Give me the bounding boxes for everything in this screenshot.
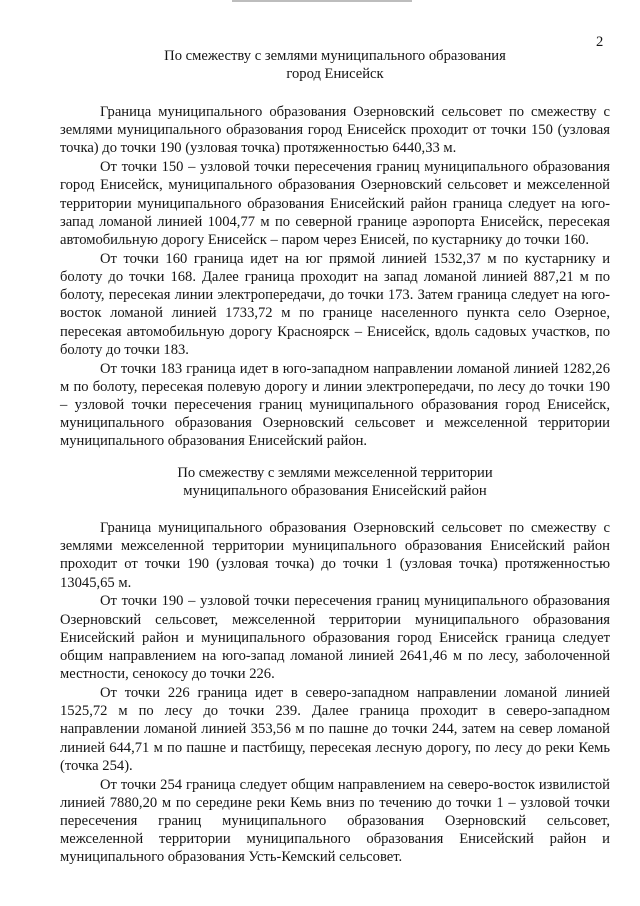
section1-paragraph: От точки 183 граница идет в юго-западном направлении ломаной линией 1282,26 м по болоту, пересекая полевую дорогу и линии электропередачи, по лесу до точки 190 – узловой точки пересечения границ муниципального образования город Енисейск, муниципального образования Озерновский сельсовет и межселенной территории муниципального образования Енисейский район. <box>60 360 610 450</box>
section1-paragraph: От точки 160 граница идет на юг прямой линией 1532,37 м по кустарнику и болоту до точки 168. Далее граница проходит на запад ломаной линией 887,21 м по болоту, пересекая линии электропередачи, до точки 173. Затем граница следует на юго-восток ломаной линией 1733,72 м по границе населенного пункта село Озерное, пересекая автомобильную дорогу Красноярск – Енисейск, вдоль садовых участков, по болоту до точки 183. <box>60 250 610 358</box>
section2-paragraph: От точки 190 – узловой точки пересечения границ муниципального образования Озерновский сельсовет, межселенной территории муниципального образования Енисейский район и муниципального образования город Енисейск граница следует общим направлением на юго-запад ломаной линией 2641,46 м по лесу, заболоченной местности, сенокосу до точки 226. <box>60 593 610 683</box>
section2-heading <box>60 464 610 500</box>
section2-heading-line2: муниципального образования Енисейский район <box>183 483 487 500</box>
section1-paragraph: От точки 150 – узловой точки пересечения границ муниципального образования город Енисейск, муниципального образования Озерновский сельсовет и межселенной территории муниципального образования Енисейский район граница следует на юго-запад ломаной линией 1004,77 м по северной границе аэропорта Енисейск, пересекая автомобильную дорогу Енисейск – паром через Енисей, по кустарнику до точки 160. <box>60 159 610 249</box>
section2-paragraph: Граница муниципального образования Озерновский сельсовет по смежеству с землями межселенной территории муниципального образования Енисейский район проходит от точки 190 (узловая точка) до точки 1 (узловая точка) протяженностью 13045,65 м. <box>60 520 610 591</box>
section2-paragraph: От точки 254 граница следует общим направлением на северо-восток извилистой линией 7880,20 м по середине реки Кемь вниз по течению до точки 1 – узловой точки пересечения границ муниципального образования Озерновский сельсовет, межселенной территории муниципального образования Енисейский район и муниципального образования Усть-Кемский сельсовет. <box>60 776 610 866</box>
section1-heading-line2: город Енисейск <box>286 66 384 83</box>
section1-paragraph: Граница муниципального образования Озерновский сельсовет по смежеству с землями муниципального образования город Енисейск проходит от точки 150 (узловая точка) до точки 190 (узловая точка) протяженностью 6440,33 м. <box>60 104 610 157</box>
section1-heading <box>60 47 610 83</box>
section2-body <box>60 519 610 867</box>
top-edge-rule <box>232 0 412 2</box>
section2-paragraph: От точки 226 граница идет в северо-западном направлении ломаной линией 1525,72 м по лесу до точки 239. Далее граница проходит в северо-западном направлении ломаной линией 353,56 м по пашне до точки 244, затем на север ломаной линией 644,71 м по пашне и пастбищу, пересекая лесную дорогу, по лесу до реки Кемь (точка 254). <box>60 685 610 774</box>
section1-heading-line1: По смежеству с землями муниципального образования <box>164 48 506 64</box>
section1-body <box>60 103 610 451</box>
page-number: 2 <box>596 34 604 50</box>
section2-heading-line1: По смежеству с землями межселенной территории <box>177 465 493 481</box>
